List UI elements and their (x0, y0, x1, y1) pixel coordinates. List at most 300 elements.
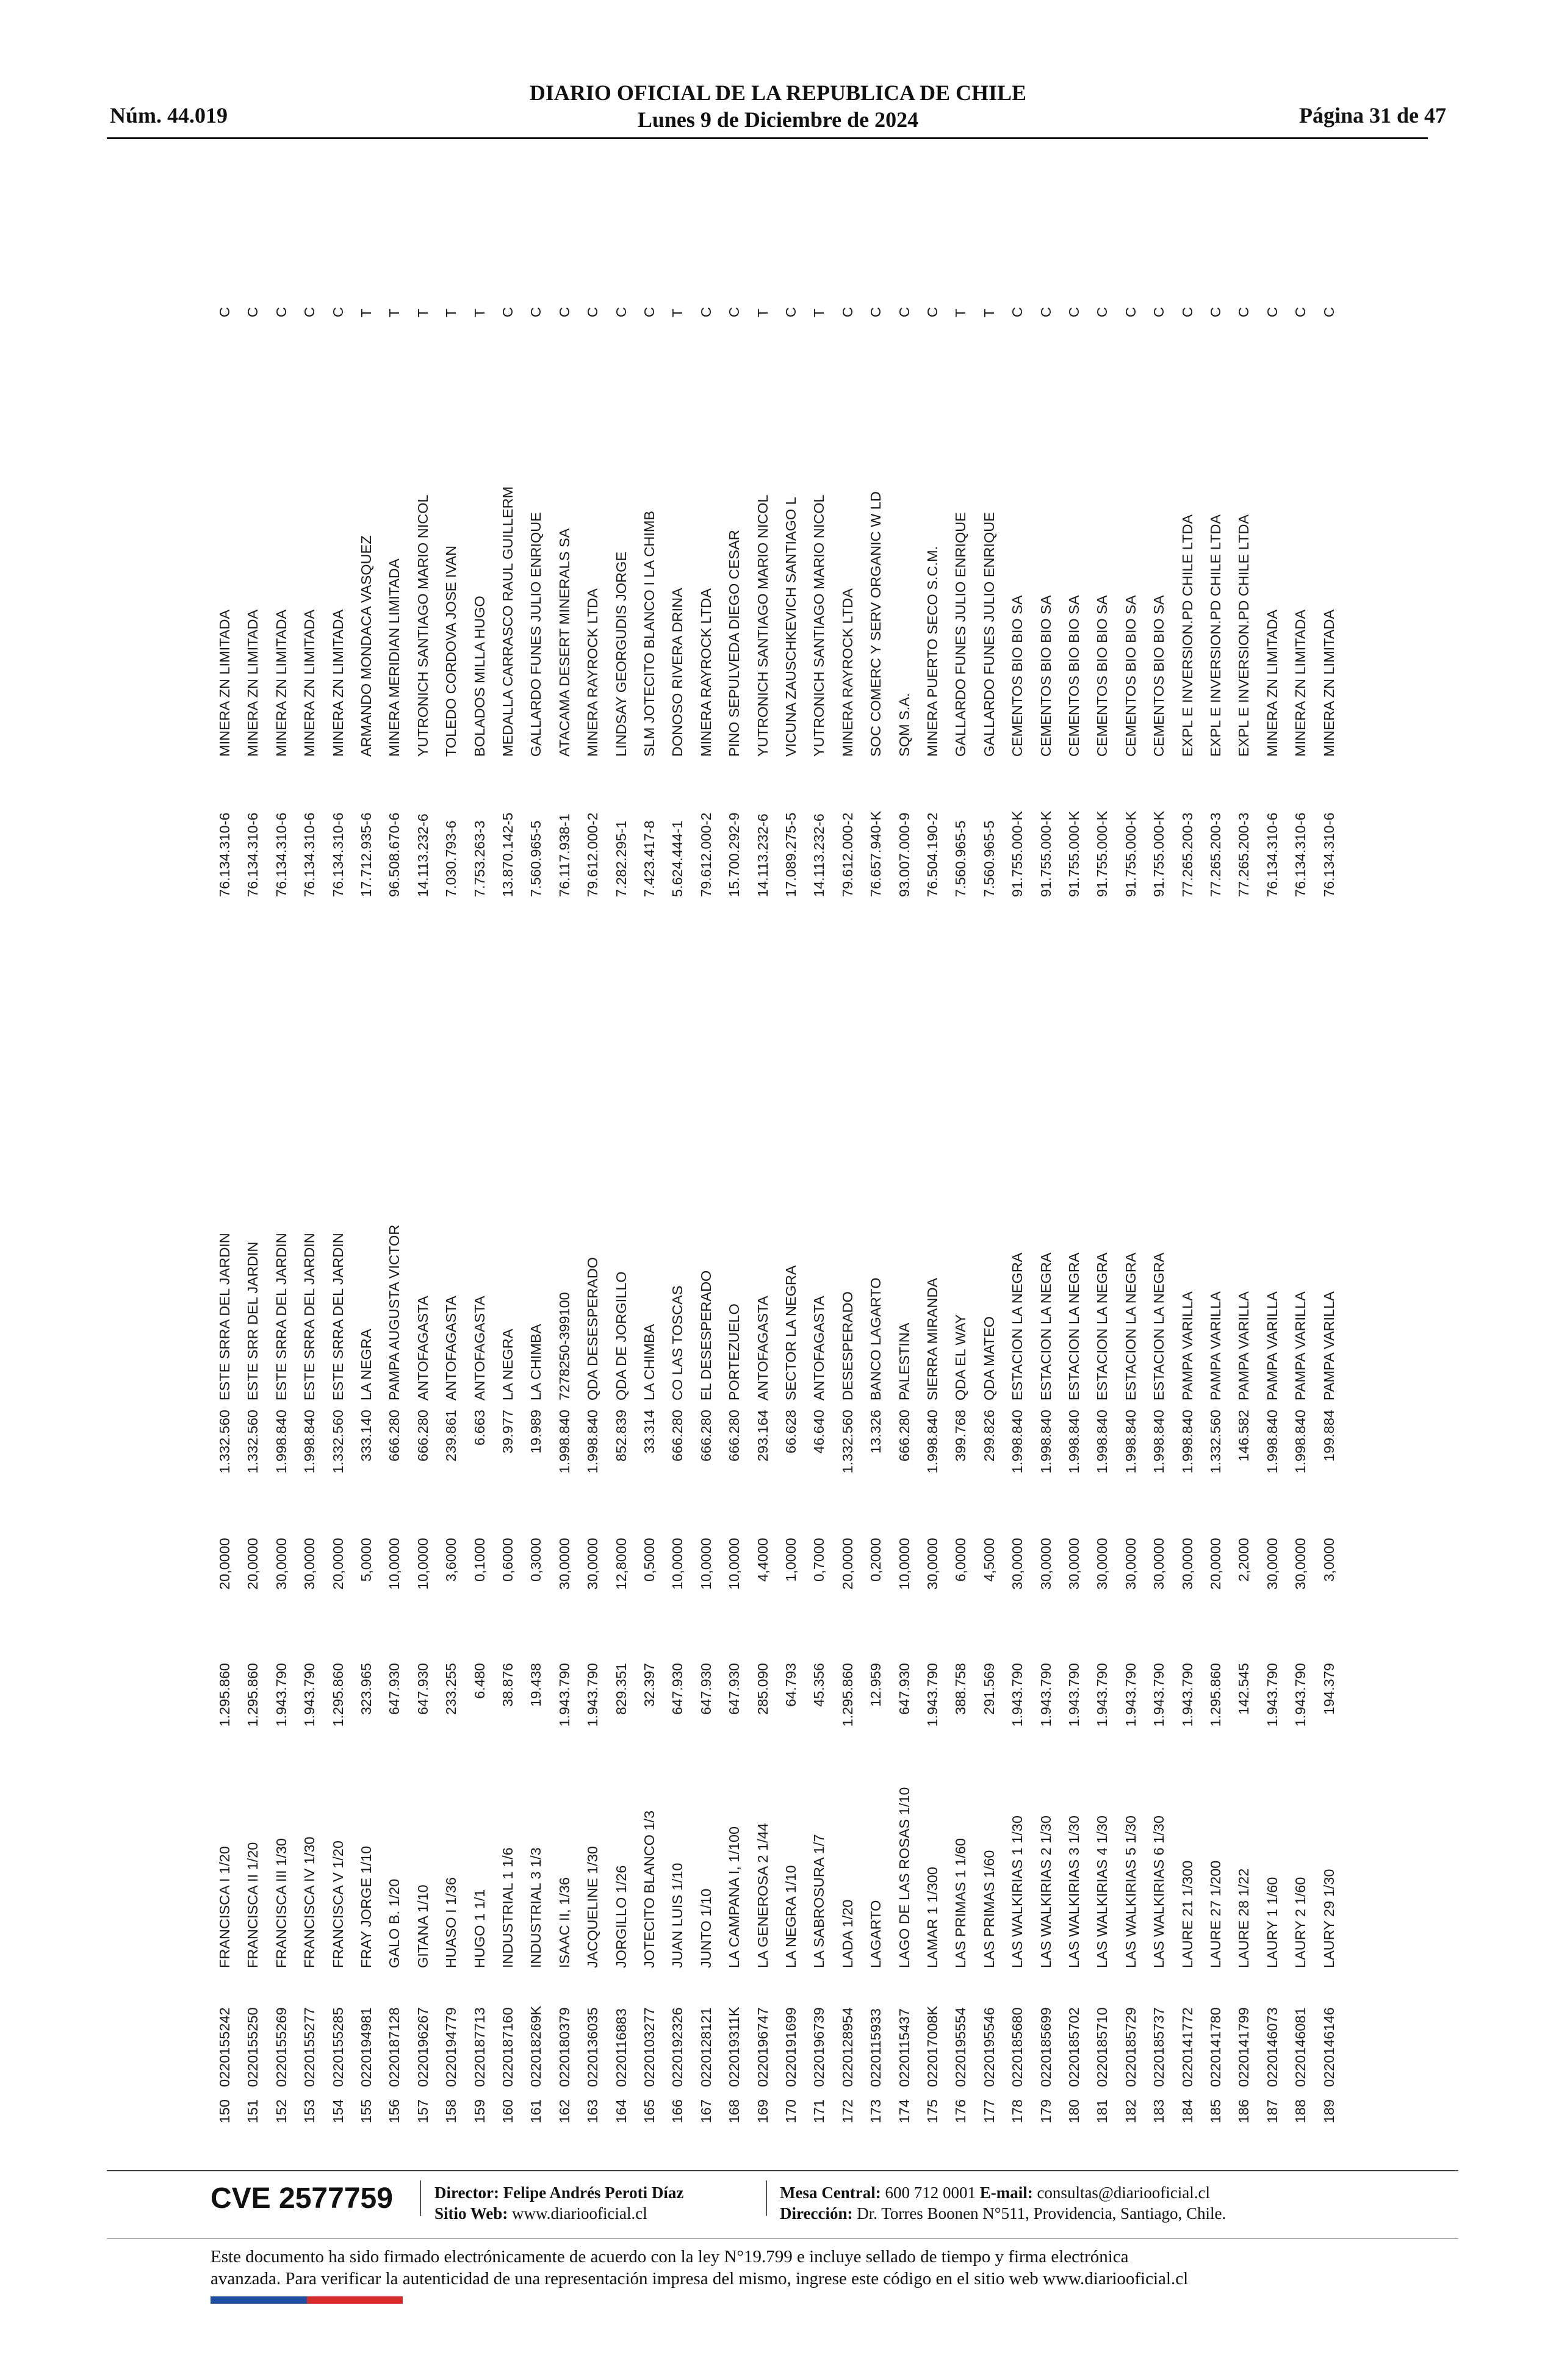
owner-name: EXPL E INVERSION.PD CHILE LTDA (1208, 514, 1223, 757)
address-label: Dirección: (780, 2204, 853, 2223)
value-c: 1.998.840 (1094, 1410, 1111, 1474)
owner-name: CEMENTOS BIO BIO SA (1151, 595, 1167, 757)
type-code: C (1009, 307, 1026, 317)
type-code: C (217, 307, 232, 317)
type-code: C (839, 307, 855, 317)
row-number: 169 (754, 2099, 771, 2124)
location: ANTOFAGASTA (811, 1296, 827, 1401)
rol-number: 0220185710 (1094, 2007, 1111, 2087)
owner-rut: 79.612.000-2 (697, 812, 714, 897)
owner-rut: 17.089.275-5 (783, 812, 799, 897)
value-a: 1.295.860 (1208, 1663, 1223, 1727)
value-a: 1.295.860 (330, 1663, 346, 1727)
owner-name: EXPL E INVERSION.PD CHILE LTDA (1179, 514, 1195, 757)
concession-name: HUGO 1 1/1 (471, 1889, 488, 1968)
table-row (578, 214, 607, 2136)
type-code: T (471, 308, 488, 317)
rol-number: 0220146081 (1292, 2007, 1309, 2087)
type-code: C (1179, 307, 1195, 317)
location: ESTACION LA NEGRA (1009, 1252, 1026, 1401)
footer-separator (766, 2180, 767, 2216)
location: EL DESESPERADO (697, 1270, 714, 1401)
value-a: 647.930 (726, 1663, 743, 1715)
owner-name: MINERA ZN LIMITADA (273, 609, 289, 757)
rol-number: 0220191699 (783, 2007, 799, 2087)
owner-name: GALLARDO FUNES JULIO ENRIQUE (528, 512, 544, 757)
location: ESTACION LA NEGRA (1094, 1252, 1111, 1401)
rol-number: 0220128954 (839, 2007, 855, 2087)
value-a: 647.930 (414, 1663, 431, 1715)
publication-title: DIARIO OFICIAL DE LA REPUBLICA DE CHILE (529, 81, 1027, 105)
concession-name: LAS PRIMAS 1 1/60 (953, 1838, 969, 1968)
row-number: 181 (1094, 2099, 1111, 2124)
site-link[interactable]: www.diariooficial.cl (512, 2204, 647, 2223)
value-a: 32.397 (641, 1663, 657, 1707)
location: ESTACION LA NEGRA (1122, 1252, 1139, 1401)
owner-name: YUTRONICH SANTIAGO MARIO NICOL (754, 494, 771, 757)
row-number: 154 (330, 2099, 346, 2124)
value-c: 666.280 (697, 1410, 714, 1462)
legal-notice (211, 2246, 1431, 2290)
concession-name: LAGO DE LAS ROSAS 1/10 (896, 1787, 912, 1968)
value-a: 1.943.790 (1037, 1663, 1054, 1727)
owner-name: MINERA PUERTO SECO S.C.M. (924, 546, 940, 757)
table-row (862, 214, 890, 2136)
rol-number: 0220146146 (1320, 2007, 1337, 2087)
director-label: Director: (434, 2183, 499, 2202)
type-code: T (443, 308, 459, 317)
row-number: 155 (358, 2099, 374, 2124)
row-number: 182 (1122, 2099, 1139, 2124)
owner-name: MINERA ZN LIMITADA (301, 609, 318, 757)
owner-rut: 77.265.200-3 (1179, 812, 1195, 897)
value-b: 30,0000 (1066, 1538, 1082, 1590)
location: PAMPA VARILLA (1320, 1291, 1337, 1401)
owner-rut: 77.265.200-3 (1236, 812, 1252, 897)
table-row (295, 214, 323, 2136)
value-a: 64.793 (783, 1663, 799, 1707)
rol-number: 0220146073 (1264, 2007, 1280, 2087)
table-row (777, 214, 805, 2136)
issue-number: Núm. 44.019 (110, 103, 228, 128)
concession-name: JORGILLO 1/26 (613, 1865, 629, 1968)
value-a: 194.379 (1320, 1663, 1337, 1715)
type-code: C (896, 307, 912, 317)
value-b: 3,6000 (443, 1538, 459, 1582)
owner-name: MINERA RAYROCK LTDA (585, 588, 601, 757)
concession-name: LAS WALKIRIAS 1 1/30 (1009, 1816, 1026, 1968)
owner-rut: 7.423.417-8 (641, 820, 657, 897)
value-c: 239.861 (443, 1410, 459, 1462)
owner-rut: 7.282.295-1 (613, 820, 629, 897)
value-c: 1.998.840 (1292, 1410, 1309, 1474)
value-b: 20,0000 (1208, 1538, 1223, 1590)
type-code: T (981, 308, 997, 317)
rol-number: 0220192326 (669, 2007, 686, 2087)
address-text: Dr. Torres Boonen N°511, Providencia, Santiago, Chile. (857, 2204, 1226, 2223)
owner-rut: 76.504.190-2 (924, 812, 940, 897)
value-a: 829.351 (613, 1663, 629, 1715)
concession-name: LAURY 1 1/60 (1264, 1877, 1280, 1968)
value-a: 1.943.790 (1066, 1663, 1082, 1727)
table-row (975, 214, 1003, 2136)
owner-name: YUTRONICH SANTIAGO MARIO NICOL (811, 494, 827, 757)
concession-name: LAS WALKIRIAS 4 1/30 (1094, 1816, 1111, 1968)
owner-rut: 14.113.232-6 (414, 813, 431, 897)
rol-number: 0220155250 (245, 2007, 261, 2087)
row-number: 152 (273, 2099, 289, 2124)
value-b: 20,0000 (245, 1538, 261, 1590)
value-a: 647.930 (669, 1663, 686, 1715)
concession-name: LA CAMPANA I, 1/100 (726, 1826, 743, 1968)
value-b: 12,8000 (613, 1538, 629, 1590)
value-c: 666.280 (726, 1410, 743, 1462)
type-code: C (245, 307, 261, 317)
row-number: 158 (443, 2099, 459, 2124)
type-code: C (1122, 307, 1139, 317)
value-b: 30,0000 (1122, 1538, 1139, 1590)
type-code: T (414, 308, 431, 317)
rol-number: 0220155277 (301, 2007, 318, 2087)
value-c: 1.998.840 (1009, 1410, 1026, 1474)
footer-director-block (434, 2182, 683, 2224)
location: PORTEZUELO (726, 1304, 743, 1401)
value-b: 30,0000 (273, 1538, 289, 1590)
value-c: 13.326 (868, 1410, 884, 1454)
owner-name: ATACAMA DESERT MINERALS SA (556, 528, 572, 757)
concession-name: LAURY 2 1/60 (1292, 1877, 1309, 1968)
value-a: 1.295.860 (217, 1663, 232, 1727)
owner-rut: 79.612.000-2 (585, 812, 601, 897)
rol-number: 0220115437 (896, 2008, 912, 2087)
value-c: 6.663 (471, 1410, 488, 1446)
type-code: C (330, 307, 346, 317)
concession-name: LAS WALKIRIAS 2 1/30 (1037, 1816, 1054, 1968)
value-c: 1.998.840 (273, 1410, 289, 1474)
rol-number: 0220194981 (358, 2007, 374, 2087)
value-b: 20,0000 (330, 1538, 346, 1590)
owner-name: EXPL E INVERSION.PD CHILE LTDA (1236, 514, 1252, 757)
type-code: T (669, 308, 686, 317)
owner-rut: 5.624.444-1 (669, 820, 686, 897)
owner-name: CEMENTOS BIO BIO SA (1009, 595, 1026, 757)
type-code: C (697, 307, 714, 317)
value-c: 666.280 (414, 1410, 431, 1462)
table-row (494, 214, 522, 2136)
owner-name: PINO SEPULVEDA DIEGO CESAR (726, 530, 743, 757)
value-b: 10,0000 (726, 1538, 743, 1590)
concession-name: FRANCISCA V 1/20 (330, 1841, 346, 1968)
rol-number: 0220185737 (1151, 2007, 1167, 2087)
location: ESTE SRRA DEL JARDIN (217, 1233, 232, 1401)
row-number: 176 (953, 2099, 969, 2124)
phone-number: 600 712 0001 (885, 2183, 976, 2202)
value-b: 10,0000 (896, 1538, 912, 1590)
value-c: 1.998.840 (556, 1410, 572, 1474)
owner-name: MEDALLA CARRASCO RAUL GUILLERM (500, 486, 516, 757)
row-number: 157 (414, 2099, 431, 2124)
value-b: 30,0000 (1094, 1538, 1111, 1590)
type-code: T (953, 308, 969, 317)
value-c: 1.998.840 (924, 1410, 940, 1474)
location: PAMPA VARILLA (1292, 1291, 1309, 1401)
value-b: 1,0000 (783, 1538, 799, 1582)
type-code: C (1066, 307, 1082, 317)
value-c: 1.998.840 (1066, 1410, 1082, 1474)
type-code: C (273, 307, 289, 317)
table-row (267, 214, 295, 2136)
row-number: 166 (669, 2099, 686, 2124)
legal-divider (107, 2238, 1458, 2239)
location: QDA DE JORGILLO (613, 1271, 629, 1401)
table-row (720, 214, 748, 2136)
concession-name: LAS WALKIRIAS 5 1/30 (1122, 1816, 1139, 1968)
owner-name: DONOSO RIVERA DRINA (669, 588, 686, 757)
type-code: T (358, 308, 374, 317)
table-row (1230, 214, 1258, 2136)
rol-number: 0220195554 (953, 2007, 969, 2087)
row-number: 159 (471, 2099, 488, 2124)
table-row (1201, 214, 1230, 2136)
rol-number: 022019311K (726, 2007, 743, 2087)
type-code: C (1151, 307, 1167, 317)
location: ESTACION LA NEGRA (1151, 1252, 1167, 1401)
value-a: 285.090 (754, 1663, 771, 1715)
concession-name: INDUSTRIAL 3 1/3 (528, 1847, 544, 1968)
value-c: 39.977 (500, 1410, 516, 1454)
location: ANTOFAGASTA (471, 1296, 488, 1401)
type-code: C (924, 307, 940, 317)
row-number: 178 (1009, 2099, 1026, 2124)
rol-number: 022018269K (528, 2005, 544, 2087)
value-c: 1.332.560 (330, 1410, 346, 1474)
owner-rut: 13.870.142-5 (500, 812, 516, 897)
owner-name: CEMENTOS BIO BIO SA (1037, 595, 1054, 757)
owner-rut: 7.560.965-5 (981, 820, 997, 897)
owner-rut: 76.134.310-6 (330, 812, 346, 897)
owner-rut: 7.560.965-5 (953, 820, 969, 897)
value-a: 1.943.790 (1264, 1663, 1280, 1727)
location: ESTACION LA NEGRA (1037, 1252, 1054, 1401)
table-row (918, 214, 946, 2136)
location: ANTOFAGASTA (414, 1296, 431, 1401)
table-row (324, 214, 352, 2136)
value-b: 20,0000 (217, 1538, 232, 1590)
value-a: 142.545 (1236, 1663, 1252, 1715)
owner-name: MINERA ZN LIMITADA (1264, 609, 1280, 757)
value-c: 299.826 (981, 1410, 997, 1462)
value-a: 1.943.790 (273, 1663, 289, 1727)
value-c: 46.640 (811, 1410, 827, 1454)
value-b: 0,3000 (528, 1538, 544, 1582)
owner-rut: 14.113.232-6 (754, 813, 771, 897)
rol-number: 0220185702 (1066, 2007, 1082, 2087)
type-code: C (1292, 307, 1309, 317)
owner-name: TOLEDO CORDOVA JOSE IVAN (443, 545, 459, 757)
row-number: 164 (613, 2099, 629, 2124)
rol-number: 0220196739 (811, 2007, 827, 2087)
table-row (692, 214, 720, 2136)
value-c: 1.332.560 (245, 1410, 261, 1474)
type-code: C (726, 307, 743, 317)
value-b: 30,0000 (1151, 1538, 1167, 1590)
owner-rut: 77.265.200-3 (1208, 812, 1223, 897)
phone-label: Mesa Central: (780, 2183, 881, 2202)
concession-name: HUASO I 1/36 (443, 1877, 459, 1968)
location: LA CHIMBA (528, 1324, 544, 1401)
type-code: C (528, 307, 544, 317)
owner-rut: 76.117.938-1 (556, 813, 572, 897)
concession-name: FRANCISCA I 1/20 (217, 1846, 232, 1968)
row-number: 153 (301, 2099, 318, 2124)
concession-name: JACQUELINE 1/30 (585, 1846, 601, 1968)
rol-number: 0220196747 (754, 2007, 771, 2087)
owner-name: CEMENTOS BIO BIO SA (1094, 595, 1111, 757)
value-c: 666.280 (896, 1410, 912, 1462)
location: PAMPA VARILLA (1179, 1291, 1195, 1401)
owner-name: ARMANDO MONDACA VASQUEZ (358, 535, 374, 757)
row-number: 163 (585, 2099, 601, 2124)
concession-name: FRANCISCA II 1/20 (245, 1842, 261, 1968)
flag-stripe-red (307, 2296, 403, 2304)
row-number: 171 (811, 2099, 827, 2124)
table-row (1315, 214, 1343, 2136)
value-a: 388.758 (953, 1663, 969, 1715)
value-b: 30,0000 (1179, 1538, 1195, 1590)
value-a: 1.943.790 (1009, 1663, 1026, 1727)
value-c: 66.628 (783, 1410, 799, 1454)
owner-name: SOC COMERC Y SERV ORGANIC W LD (868, 491, 884, 757)
value-a: 647.930 (697, 1663, 714, 1715)
email-label: E-mail: (979, 2183, 1033, 2202)
value-a: 647.930 (896, 1663, 912, 1715)
email-link[interactable]: consultas@diariooficial.cl (1037, 2183, 1210, 2202)
row-number: 151 (245, 2099, 261, 2124)
type-code: C (641, 307, 657, 317)
value-b: 3,0000 (1320, 1538, 1337, 1582)
location: ANTOFAGASTA (443, 1296, 459, 1401)
concession-name: LAS WALKIRIAS 6 1/30 (1151, 1816, 1167, 1968)
concession-name: JUNTO 1/10 (697, 1888, 714, 1968)
row-number: 185 (1208, 2099, 1223, 2124)
location: CO LAS TOSCAS (669, 1285, 686, 1401)
location: ESTE SRRA DEL JARDIN (330, 1233, 346, 1401)
owner-rut: 91.755.000-K (1037, 810, 1054, 897)
type-code: C (1094, 307, 1111, 317)
table-row (834, 214, 862, 2136)
value-b: 30,0000 (1037, 1538, 1054, 1590)
page-number: Página 31 de 47 (1298, 103, 1446, 128)
rol-number: 0220187713 (471, 2007, 488, 2087)
concession-name: FRAY JORGE 1/10 (358, 1845, 374, 1968)
value-c: 1.332.560 (217, 1410, 232, 1474)
type-code: C (500, 307, 516, 317)
concession-name: JOTECITO BLANCO 1/3 (641, 1810, 657, 1968)
value-b: 0,5000 (641, 1538, 657, 1582)
row-number: 186 (1236, 2099, 1252, 2124)
table-row (380, 214, 408, 2136)
value-a: 1.943.790 (556, 1663, 572, 1727)
rol-number: 0220155242 (217, 2007, 232, 2087)
table-row (211, 214, 239, 2136)
concession-name: INDUSTRIAL 1 1/6 (500, 1847, 516, 1968)
value-a: 1.943.790 (1122, 1663, 1139, 1727)
value-a: 1.943.790 (924, 1663, 940, 1727)
location: PAMPA VARILLA (1264, 1291, 1280, 1401)
concession-name: JUAN LUIS 1/10 (669, 1863, 686, 1968)
row-number: 177 (981, 2099, 997, 2124)
value-a: 323.965 (358, 1663, 374, 1715)
owner-rut: 93.007.000-9 (896, 812, 912, 897)
location: LA NEGRA (500, 1329, 516, 1401)
owner-rut: 91.755.000-K (1151, 810, 1167, 897)
rol-number: 0220115933 (868, 2008, 884, 2087)
concession-name: FRANCISCA IV 1/30 (301, 1836, 318, 1968)
value-a: 1.943.790 (301, 1663, 318, 1727)
value-a: 38.876 (500, 1663, 516, 1707)
concession-name: LA GENEROSA 2 1/44 (754, 1823, 771, 1968)
value-c: 1.998.840 (1264, 1410, 1280, 1474)
row-number: 160 (500, 2099, 516, 2124)
value-c: 19.989 (528, 1410, 544, 1454)
row-number: 187 (1264, 2099, 1280, 2124)
location: PALESTINA (896, 1322, 912, 1401)
row-number: 170 (783, 2099, 799, 2124)
table-row (522, 214, 550, 2136)
location: BANCO LAGARTO (868, 1277, 884, 1401)
value-a: 1.295.860 (839, 1663, 855, 1727)
location: LA NEGRA (358, 1329, 374, 1401)
type-code: C (301, 307, 318, 317)
rol-number: 0220185699 (1037, 2007, 1054, 2087)
location: SIERRA MIRANDA (924, 1277, 940, 1401)
table-row (749, 214, 777, 2136)
table-row (890, 214, 918, 2136)
header-divider (107, 137, 1428, 139)
owner-rut: 91.755.000-K (1066, 810, 1082, 897)
table-row (635, 214, 663, 2136)
table-row (607, 214, 635, 2136)
owner-rut: 76.134.310-6 (1292, 812, 1309, 897)
value-b: 30,0000 (556, 1538, 572, 1590)
concession-name: LAURE 28 1/22 (1236, 1868, 1252, 1968)
owner-rut: 96.508.670-6 (386, 812, 403, 897)
row-number: 180 (1066, 2099, 1082, 2124)
value-a: 1.943.790 (1292, 1663, 1309, 1727)
table-row (1117, 214, 1145, 2136)
type-code: C (613, 307, 629, 317)
type-code: C (1236, 307, 1252, 317)
owner-rut: 79.612.000-2 (839, 812, 855, 897)
table-row (352, 214, 380, 2136)
value-b: 30,0000 (301, 1538, 318, 1590)
owner-name: CEMENTOS BIO BIO SA (1066, 595, 1082, 757)
legal-line: Este documento ha sido firmado electrónicamente de acuerdo con la ley N°19.799 e incluye sellado de tiempo y firma electrónica (211, 2247, 1129, 2266)
owner-rut: 76.134.310-6 (301, 812, 318, 897)
value-c: 1.332.560 (839, 1410, 855, 1474)
type-code: C (556, 307, 572, 317)
owner-rut: 76.134.310-6 (245, 812, 261, 897)
row-number: 167 (697, 2099, 714, 2124)
rol-number: 0220141799 (1236, 2007, 1252, 2087)
owner-name: MINERA RAYROCK LTDA (697, 588, 714, 757)
owner-name: GALLARDO FUNES JULIO ENRIQUE (953, 512, 969, 757)
owner-rut: 76.134.310-6 (1264, 812, 1280, 897)
rol-number: 0220187160 (500, 2007, 516, 2087)
value-b: 30,0000 (924, 1538, 940, 1590)
owner-rut: 76.134.310-6 (273, 812, 289, 897)
owner-rut: 7.030.793-6 (443, 820, 459, 897)
